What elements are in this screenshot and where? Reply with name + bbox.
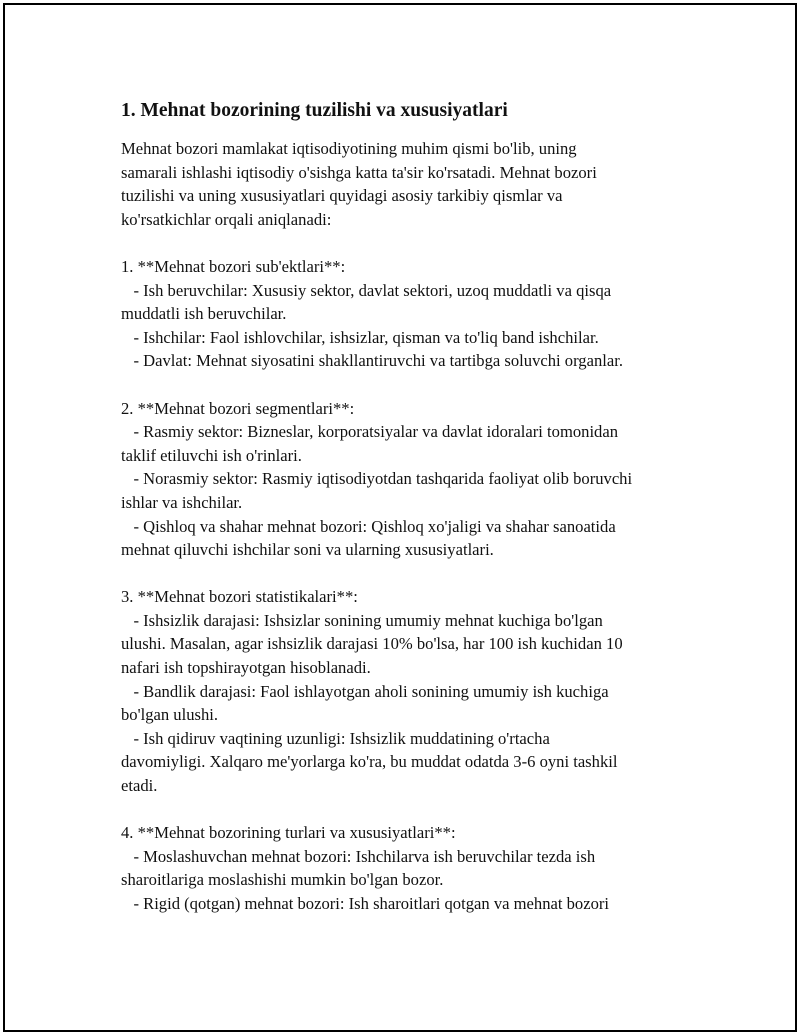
list-heading: 4. **Mehnat bozorining turlari va xususiyatlari**:	[121, 823, 456, 843]
list-heading: 2. **Mehnat bozori segmentlari**:	[121, 398, 355, 418]
text-line: - Norasmiy sektor: Rasmiy iqtisodiyotdan tashqarida faoliyat olib boruvchi	[121, 469, 633, 489]
document-body	[121, 99, 701, 916]
text-line: - Qishloq va shahar mehnat bozori: Qishloq xo'jaligi va shahar sanoatida	[121, 516, 616, 536]
text-line: taklif etiluvchi ish o'rinlari.	[121, 445, 302, 465]
text-line: bo'lgan ulushi.	[121, 705, 219, 725]
text-line: mehnat qiluvchi ishchilar soni va ularning xususiyatlari.	[121, 540, 494, 560]
text-line: - Bandlik darajasi: Faol ishlayotgan aholi sonining umumiy ish kuchiga	[121, 681, 609, 701]
text-line: Mehnat bozori mamlakat iqtisodiyotining muhim qismi bo'lib, uning	[121, 139, 577, 158]
list-heading: 3. **Mehnat bozori statistikalari**:	[121, 587, 358, 607]
text-line: - Davlat: Mehnat siyosatini shakllantiruvchi va tartibga soluvchi organlar.	[121, 351, 624, 371]
text-line: tuzilishi va uning xususiyatlari quyidagi asosiy tarkibiy qismlar va	[121, 186, 563, 206]
list-section-types	[121, 821, 701, 915]
text-line: - Ish qidiruv vaqtining uzunligi: Ishsizlik muddatining o'rtacha	[121, 728, 550, 748]
text-line: davomiyligi. Xalqaro me'yorlarga ko'ra, bu muddat odatda 3-6 oyni tashkil	[121, 752, 618, 772]
text-line: etadi.	[121, 776, 158, 796]
list-section-subjects	[121, 255, 701, 373]
text-line: - Ishchilar: Faol ishlovchilar, ishsizlar, qisman va to'liq band ishchilar.	[121, 327, 599, 347]
text-line: - Moslashuvchan mehnat bozori: Ishchilarva ish beruvchilar tezda ish	[121, 846, 596, 866]
text-line: nafari ish topshirayotgan hisoblanadi.	[121, 658, 371, 678]
list-section-statistics	[121, 585, 701, 797]
list-section-segments	[121, 397, 701, 562]
text-line: - Ishsizlik darajasi: Ishsizlar sonining umumiy mehnat kuchiga bo'lgan	[121, 610, 603, 630]
intro-paragraph	[121, 137, 701, 231]
page-frame	[3, 3, 797, 1032]
text-line: sharoitlariga moslashishi mumkin bo'lgan bozor.	[121, 870, 444, 890]
section-heading: 1. Mehnat bozorining tuzilishi va xususiyatlari	[121, 100, 508, 121]
text-line: - Rasmiy sektor: Bizneslar, korporatsiyalar va davlat idoralari tomonidan	[121, 422, 619, 442]
text-line: samarali ishlashi iqtisodiy o'sishga katta ta'sir ko'rsatadi. Mehnat bozori	[121, 162, 597, 182]
list-heading: 1. **Mehnat bozori sub'ektlari**:	[121, 256, 346, 276]
text-line: - Ish beruvchilar: Xususiy sektor, davlat sektori, uzoq muddatli va qisqa	[121, 280, 612, 300]
text-line: muddatli ish beruvchilar.	[121, 304, 287, 324]
text-line: - Rigid (qotgan) mehnat bozori: Ish sharoitlari qotgan va mehnat bozori	[121, 894, 610, 913]
text-line: ulushi. Masalan, agar ishsizlik darajasi 10% bo'lsa, har 100 ish kuchidan 10	[121, 634, 623, 654]
text-line: ko'rsatkichlar orqali aniqlanadi:	[121, 209, 332, 229]
text-line: ishlar va ishchilar.	[121, 492, 243, 512]
